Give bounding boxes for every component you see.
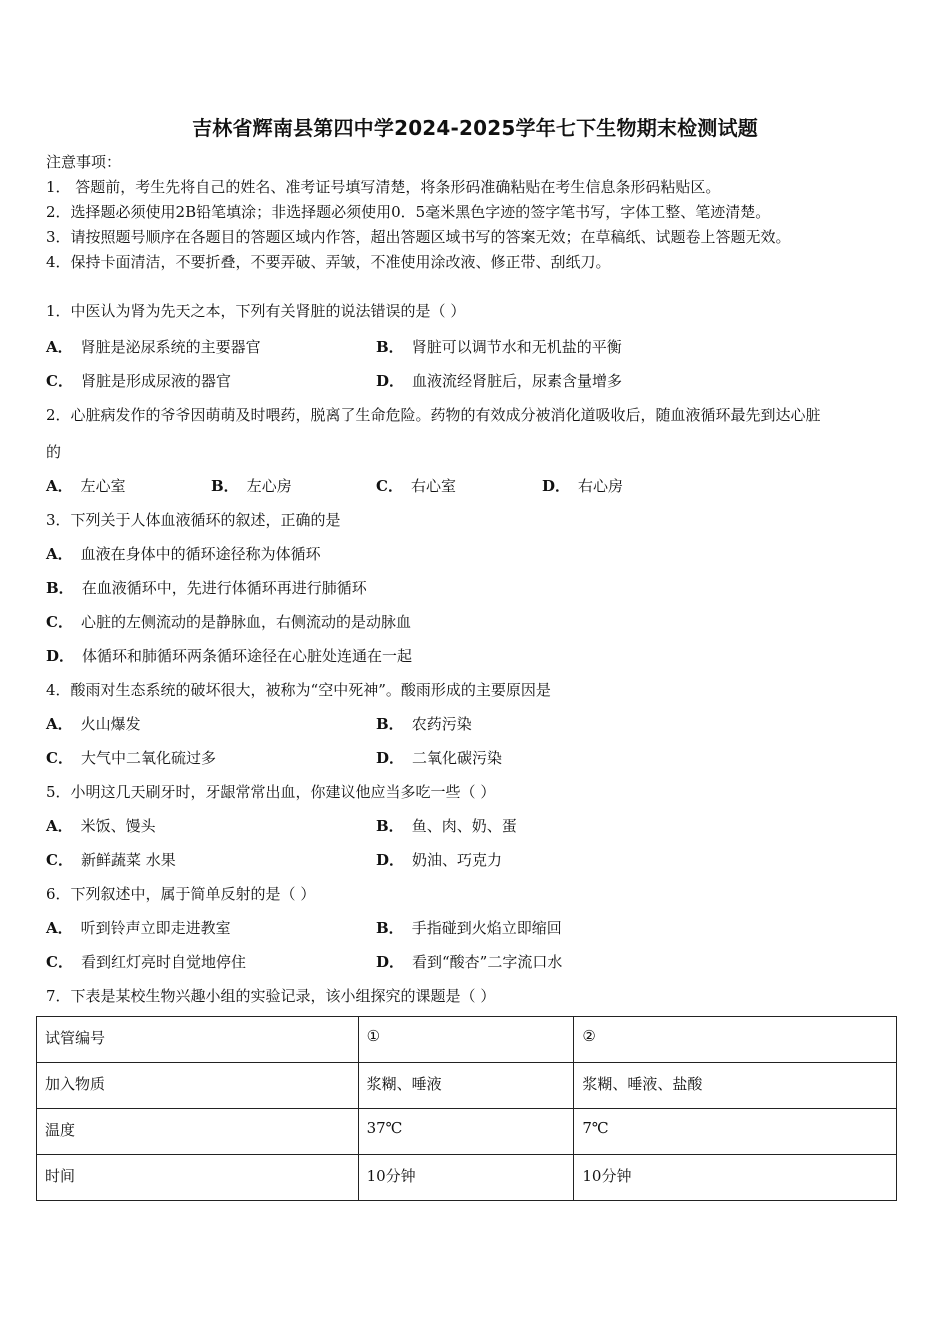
option-key: B． xyxy=(211,477,239,495)
option-key: C． xyxy=(46,851,73,869)
option-text: 新鲜蔬菜 水果 xyxy=(80,851,176,869)
option-key: A． xyxy=(46,817,73,835)
option-key: D． xyxy=(542,477,571,495)
notice-heading: 注意事项： xyxy=(46,153,122,171)
table-cell: 浆糊、唾液、盐酸 xyxy=(574,1063,897,1109)
table-cell: ② xyxy=(574,1017,897,1063)
option-key: A． xyxy=(46,477,73,495)
table-cell: 浆糊、唾液 xyxy=(358,1063,574,1109)
notice-item: 2．选择题必须使用2B铅笔填涂；非选择题必须使用0．5毫米黑色字迹的签字笔书写，字体工整、笔迹清楚。 xyxy=(46,203,771,221)
option-key: C． xyxy=(376,477,403,495)
option-text: 血液在身体中的循环途径称为体循环 xyxy=(80,545,321,563)
table-cell: 温度 xyxy=(37,1109,359,1155)
option-key: A． xyxy=(46,715,73,733)
option-key: B． xyxy=(376,817,404,835)
option-text: 手指碰到火焰立即缩回 xyxy=(411,919,562,937)
option-c xyxy=(46,371,231,391)
notice-item: 3．请按照题号顺序在各题目的答题区域内作答，超出答题区域书写的答案无效；在草稿纸、试题卷上答题无效。 xyxy=(46,228,791,246)
question-stem: 3．下列关于人体血液循环的叙述，正确的是 xyxy=(46,511,341,529)
option-key: D． xyxy=(46,647,75,665)
option-key: C． xyxy=(46,372,73,390)
option-c xyxy=(46,748,216,768)
option-text: 在血液循环中，先进行体循环再进行肺循环 xyxy=(81,579,367,597)
option-text: 右心房 xyxy=(578,477,624,495)
option-text: 肾脏可以调节水和无机盐的平衡 xyxy=(411,338,622,356)
option-b xyxy=(376,337,622,357)
option-text: 农药污染 xyxy=(411,715,472,733)
option-b xyxy=(376,918,562,938)
option-d xyxy=(542,476,623,496)
option-text: 左心房 xyxy=(246,477,292,495)
option-text: 体循环和肺循环两条循环途径在心脏处连通在一起 xyxy=(82,647,413,665)
option-d xyxy=(376,371,622,391)
table-row xyxy=(37,1063,897,1109)
option-text: 奶油、巧克力 xyxy=(412,851,503,869)
option-key: B． xyxy=(376,338,404,356)
option-text: 米饭、馒头 xyxy=(80,817,156,835)
option-d xyxy=(376,748,502,768)
table-row xyxy=(37,1017,897,1063)
table-cell: 10分钟 xyxy=(574,1155,897,1201)
option-a xyxy=(46,337,261,357)
option-b xyxy=(211,476,292,496)
table-cell: 10分钟 xyxy=(358,1155,574,1201)
question-stem: 7．下表是某校生物兴趣小组的实验记录，该小组探究的课题是（ ） xyxy=(46,987,496,1005)
option-text: 听到铃声立即走进教室 xyxy=(80,919,231,937)
option-key: D． xyxy=(376,851,405,869)
option-a xyxy=(46,816,156,836)
option-c xyxy=(46,952,246,972)
option-a xyxy=(46,714,141,734)
table-cell: 加入物质 xyxy=(37,1063,359,1109)
option-text: 左心室 xyxy=(80,477,126,495)
notice-item: 1． 答题前，考生先将自己的姓名、准考证号填写清楚，将条形码准确粘贴在考生信息条形码粘贴区。 xyxy=(46,178,721,196)
option-key: C． xyxy=(46,613,73,631)
option-key: A． xyxy=(46,919,73,937)
question-stem: 2．心脏病发作的爷爷因萌萌及时喂药，脱离了生命危险。药物的有效成分被消化道吸收后，随血液循环最先到达心脏 xyxy=(46,406,821,424)
option-key: C． xyxy=(46,953,73,971)
option-text: 肾脏是形成尿液的器官 xyxy=(80,372,231,390)
option-a xyxy=(46,918,231,938)
option-text: 血液流经肾脏后，尿素含量增多 xyxy=(412,372,623,390)
option-key: A． xyxy=(46,545,73,563)
option-key: B． xyxy=(376,919,404,937)
option-key: D． xyxy=(376,372,405,390)
question-stem: 6．下列叙述中，属于简单反射的是（ ） xyxy=(46,885,316,903)
question-stem: 1．中医认为肾为先天之本，下列有关肾脏的说法错误的是（ ） xyxy=(46,302,466,320)
option-d xyxy=(376,850,502,870)
notice-item: 4．保持卡面清洁，不要折叠，不要弄破、弄皱，不准使用涂改液、修正带、刮纸刀。 xyxy=(46,253,611,271)
table-cell: 时间 xyxy=(37,1155,359,1201)
option-b xyxy=(376,816,517,836)
table-row xyxy=(37,1109,897,1155)
option-text: 肾脏是泌尿系统的主要器官 xyxy=(80,338,261,356)
option-key: C． xyxy=(46,749,73,767)
option-key: D． xyxy=(376,749,405,767)
option-a xyxy=(46,544,321,564)
option-text: 看到“酸杏”二字流口水 xyxy=(412,953,563,971)
option-b xyxy=(376,714,472,734)
experiment-table xyxy=(36,1016,897,1201)
option-c xyxy=(46,850,176,870)
question-stem-continued: 的 xyxy=(46,443,62,461)
option-text: 大气中二氧化硫过多 xyxy=(80,749,216,767)
option-text: 二氧化碳污染 xyxy=(412,749,503,767)
question-stem: 5．小明这几天刷牙时，牙龈常常出血，你建议他应当多吃一些（ ） xyxy=(46,783,496,801)
table-cell: 37℃ xyxy=(358,1109,574,1155)
table-cell: ① xyxy=(358,1017,574,1063)
option-key: D． xyxy=(376,953,405,971)
option-key: A． xyxy=(46,338,73,356)
option-b xyxy=(46,578,367,598)
table-row xyxy=(37,1155,897,1201)
option-text: 看到红灯亮时自觉地停住 xyxy=(80,953,246,971)
page-title: 吉林省辉南县第四中学2024-2025学年七下生物期末检测试题 xyxy=(192,116,758,140)
option-d xyxy=(376,952,562,972)
option-c xyxy=(46,612,411,632)
option-a xyxy=(46,476,126,496)
option-text: 右心室 xyxy=(410,477,456,495)
option-key: B． xyxy=(376,715,404,733)
option-c xyxy=(376,476,456,496)
question-stem: 4．酸雨对生态系统的破坏很大，被称为“空中死神”。酸雨形成的主要原因是 xyxy=(46,681,551,699)
table-cell: 7℃ xyxy=(574,1109,897,1155)
option-d xyxy=(46,646,412,666)
option-text: 心脏的左侧流动的是静脉血，右侧流动的是动脉血 xyxy=(80,613,411,631)
option-key: B． xyxy=(46,579,74,597)
option-text: 火山爆发 xyxy=(80,715,141,733)
option-text: 鱼、肉、奶、蛋 xyxy=(411,817,517,835)
table-cell: 试管编号 xyxy=(37,1017,359,1063)
